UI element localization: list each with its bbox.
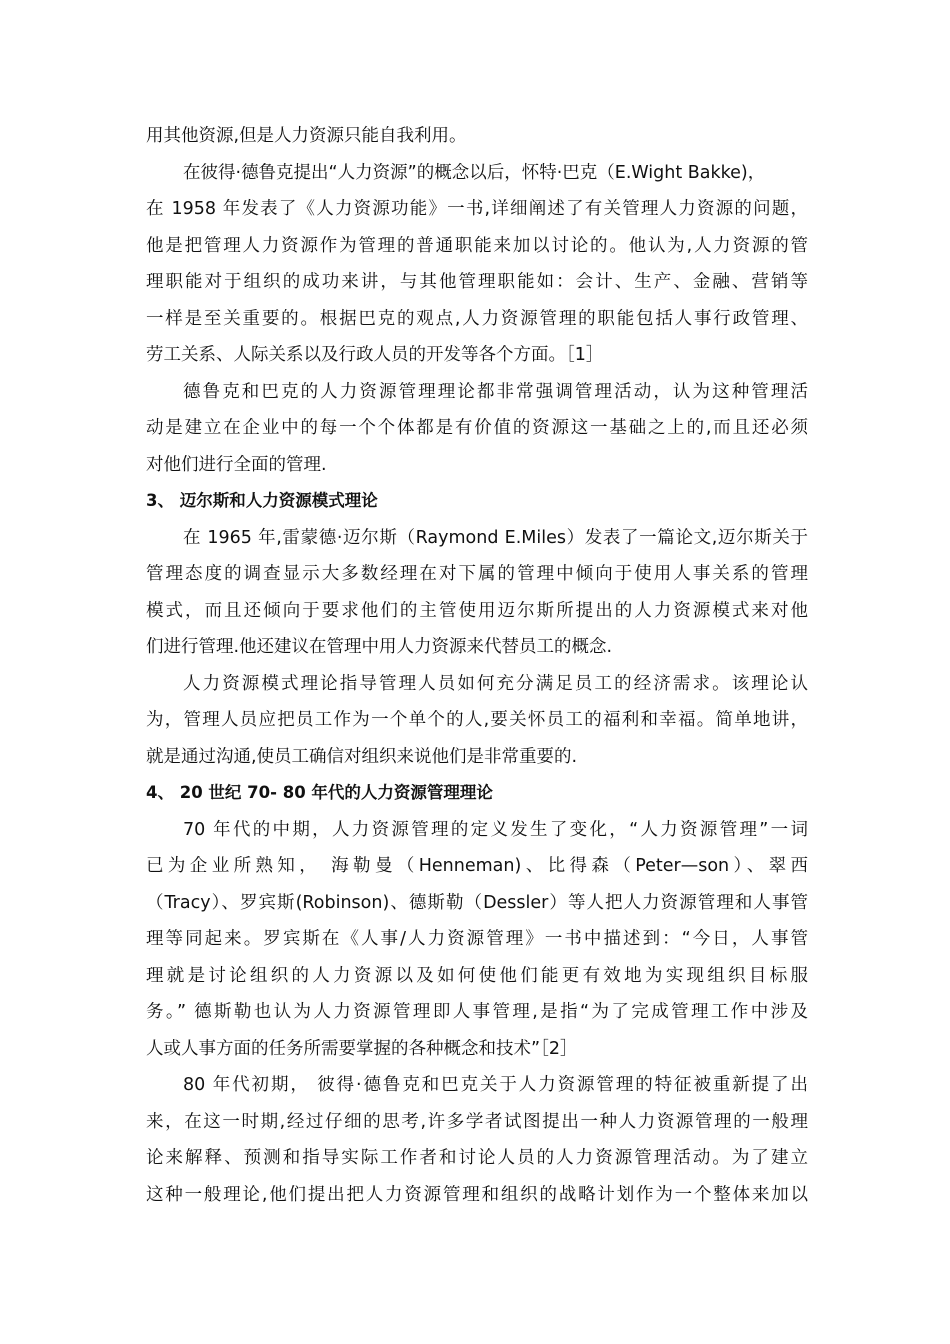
text-line: 用其他资源,但是人力资源只能自我利用。 [146, 126, 467, 146]
text-line: 人力资源模式理论指导管理人员如何充分满足员工的经济需求。该理论认 [183, 673, 808, 694]
section-heading: 3、 迈尔斯和人力资源模式理论 [146, 491, 378, 510]
text-line: 一样是至关重要的。根据巴克的观点,人力资源管理的职能包括人事行政管理、 [146, 308, 808, 329]
text-line: 来，在这一时期,经过仔细的思考,许多学者试图提出一种人力资源管理的一般理 [146, 1111, 808, 1132]
text-line: 在 1965 年,雷蒙德·迈尔斯（Raymond E.Miles）发表了一篇论文,迈尔斯关于 [183, 527, 808, 548]
text-line: 理等同起来。罗宾斯在《人事/人力资源管理》一书中描述到：“今日，人事管 [146, 929, 808, 949]
text-line: 对他们进行全面的管理. [146, 454, 327, 475]
text-line: 理职能对于组织的成功来讲，与其他管理职能如：会计、生产、金融、营销等 [146, 272, 808, 292]
text-line: 劳工关系、人际关系以及行政人员的开发等各个方面。［1］ [146, 345, 604, 365]
text-line: 德鲁克和巴克的人力资源管理理论都非常强调管理活动，认为这种管理活 [183, 381, 808, 402]
text-line: 管理态度的调查显示大多数经理在对下属的管理中倾向于使用人事关系的管理 [146, 564, 808, 584]
text-line: （Tracy）、罗宾斯(Robinson)、德斯勒（Dessler）等人把人力资源管理和人事管 [146, 892, 808, 913]
text-line: 动是建立在企业中的每一个个体都是有价值的资源这一基础之上的,而且还必须 [146, 418, 808, 438]
text-line: 在彼得·德鲁克提出“人力资源”的概念以后，怀特·巴克（E.Wight Bakke)， [183, 162, 766, 183]
text-line: 人或人事方面的任务所需要掌握的各种概念和技术”［2］ [146, 1038, 578, 1059]
text-line: 70 年代的中期，人力资源管理的定义发生了变化，“人力资源管理”一词 [183, 819, 808, 840]
section-heading: 4、 20 世纪 70- 80 年代的人力资源管理理论 [146, 783, 493, 802]
text-line: 80 年代初期， 彼得·德鲁克和巴克关于人力资源管理的特征被重新提了出 [183, 1075, 808, 1095]
text-line: 这种一般理论,他们提出把人力资源管理和组织的战略计划作为一个整体来加以 [146, 1184, 808, 1205]
text-line: 模式，而且还倾向于要求他们的主管使用迈尔斯所提出的人力资源模式来对他 [146, 600, 808, 621]
text-line: 就是通过沟通,使员工确信对组织来说他们是非常重要的. [146, 746, 578, 767]
text-line: 理就是讨论组织的人力资源以及如何使他们能更有效地为实现组织目标服 [146, 965, 808, 986]
body-text [146, 118, 808, 1213]
text-line: 们进行管理.他还建议在管理中用人力资源来代替员工的概念. [146, 637, 613, 657]
text-line: 务。” 德斯勒也认为人力资源管理即人事管理,是指“为了完成管理工作中涉及 [146, 1002, 808, 1022]
text-line: 为，管理人员应把员工作为一个单个的人,要关怀员工的福利和幸福。简单地讲， [146, 710, 808, 730]
text-line: 论来解释、预测和指导实际工作者和讨论人员的人力资源管理活动。为了建立 [146, 1148, 808, 1168]
text-line: 已为企业所熟知， 海勒曼（Henneman)、比得森（Peter—son）、翠西 [146, 856, 808, 876]
text-line: 在 1958 年发表了《人力资源功能》一书,详细阐述了有关管理人力资源的问题， [146, 199, 808, 219]
text-line: 他是把管理人力资源作为管理的普通职能来加以讨论的。他认为,人力资源的管 [146, 235, 808, 256]
